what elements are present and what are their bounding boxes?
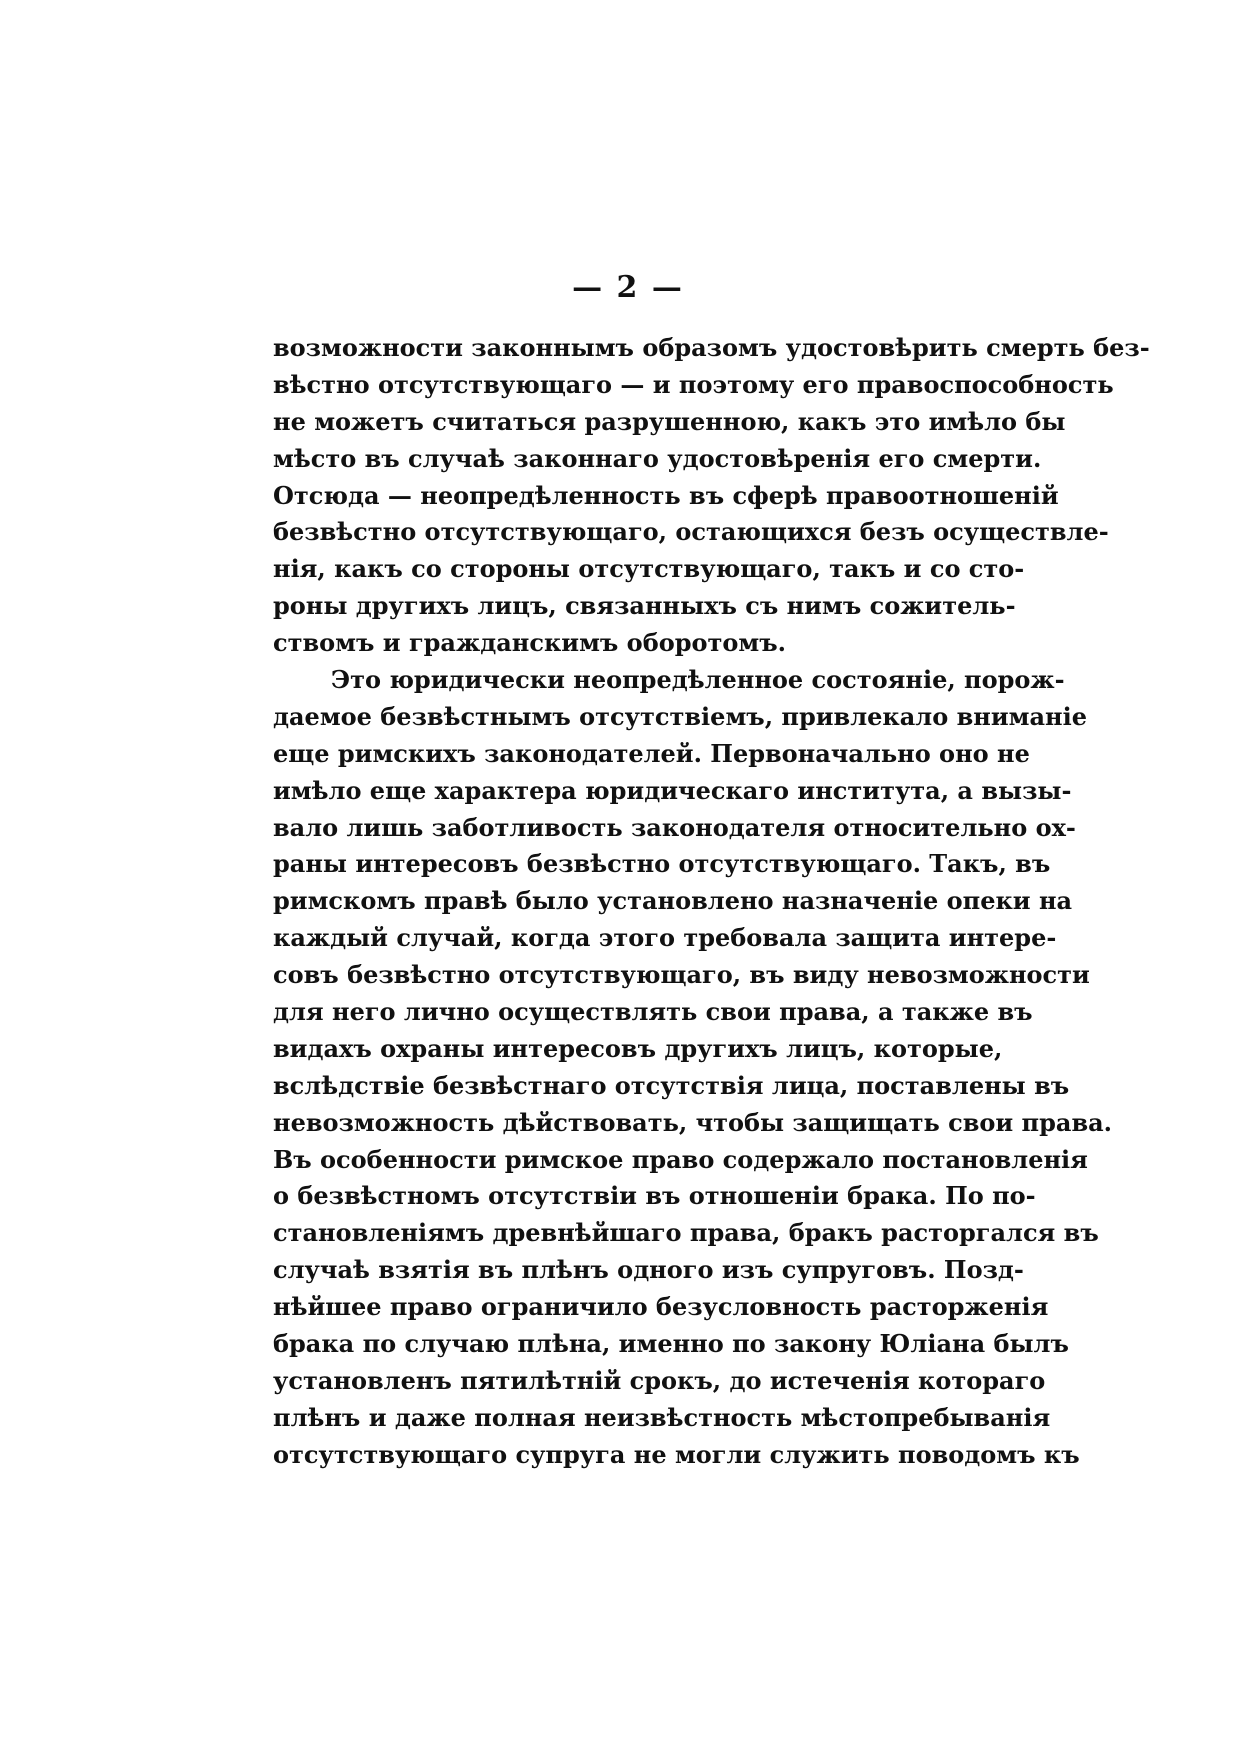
text-line: даемое безвѣстнымъ отсутствіемъ, привлекало вниманіе: [273, 701, 1087, 731]
text-line: вало лишь заботливость законодателя относительно ох-: [273, 812, 1076, 842]
text-line: вѣстно отсутствующаго — и поэтому его правоспособность: [273, 369, 1114, 399]
text-line: ствомъ и гражданскимъ оборотомъ.: [273, 628, 786, 658]
text-line: о безвѣстномъ отсутствіи въ отношеніи брака. По по-: [273, 1181, 1036, 1211]
text-line: нѣйшее право ограничило безусловность расторженія: [273, 1292, 1049, 1322]
text-line: вслѣдствіе безвѣстнаго отсутствія лица, поставлены въ: [273, 1070, 1070, 1100]
text-line: нія, какъ со стороны отсутствующаго, такъ и со сто-: [273, 554, 1025, 584]
text-line: плѣнъ и даже полная неизвѣстность мѣстопребыванія: [273, 1402, 1051, 1432]
text-line: невозможность дѣйствовать, чтобы защищать свои права.: [273, 1107, 1113, 1137]
text-line: для него лично осуществлять свои права, а также въ: [273, 997, 1033, 1027]
body-text: [273, 330, 1150, 1474]
text-line: римскомъ правѣ было установлено назначеніе опеки на: [273, 886, 1073, 916]
text-line: видахъ охраны интересовъ другихъ лицъ, которые,: [273, 1033, 1003, 1063]
text-line: возможности законнымъ образомъ удостовѣрить смерть без-: [273, 333, 1150, 362]
text-line: брака по случаю плѣна, именно по закону Юліана былъ: [273, 1329, 1069, 1359]
text-line: не можетъ считаться разрушенною, какъ это имѣло бы: [273, 406, 1066, 436]
text-line: случаѣ взятія въ плѣнъ одного изъ супруговъ. Позд-: [273, 1255, 1024, 1285]
text-line: Въ особенности римское право содержало постановленія: [273, 1144, 1088, 1174]
text-line: отсутствующаго супруга не могли служить поводомъ къ: [273, 1439, 1080, 1469]
page-number: — 2 —: [572, 270, 684, 305]
paragraph-1: [273, 330, 1150, 662]
text-line: имѣло еще характера юридическаго института, а вызы-: [273, 775, 1072, 805]
text-line: мѣсто въ случаѣ законнаго удостовѣренія его смерти.: [273, 443, 1042, 473]
text-line: становленіямъ древнѣйшаго права, бракъ расторгался въ: [273, 1218, 1099, 1248]
text-line: безвѣстно отсутствующаго, остающихся безъ осуществле-: [273, 517, 1109, 547]
text-line: установленъ пятилѣтній срокъ, до истеченія котораго: [273, 1365, 1046, 1395]
paragraph-2: [273, 662, 1113, 1474]
text-line: Это юридически неопредѣленное состояніе, порож-: [331, 665, 1065, 695]
text-line: совъ безвѣстно отсутствующаго, въ виду невозможности: [273, 960, 1090, 990]
text-line: каждый случай, когда этого требовала защита интере-: [273, 923, 1057, 953]
text-line: Отсюда — неопредѣленность въ сферѣ правоотношеній: [273, 480, 1059, 510]
text-line: еще римскихъ законодателей. Первоначально оно не: [273, 738, 1030, 768]
text-line: раны интересовъ безвѣстно отсутствующаго. Такъ, въ: [273, 849, 1051, 879]
text-line: роны другихъ лицъ, связанныхъ съ нимъ сожитель-: [273, 591, 1016, 621]
